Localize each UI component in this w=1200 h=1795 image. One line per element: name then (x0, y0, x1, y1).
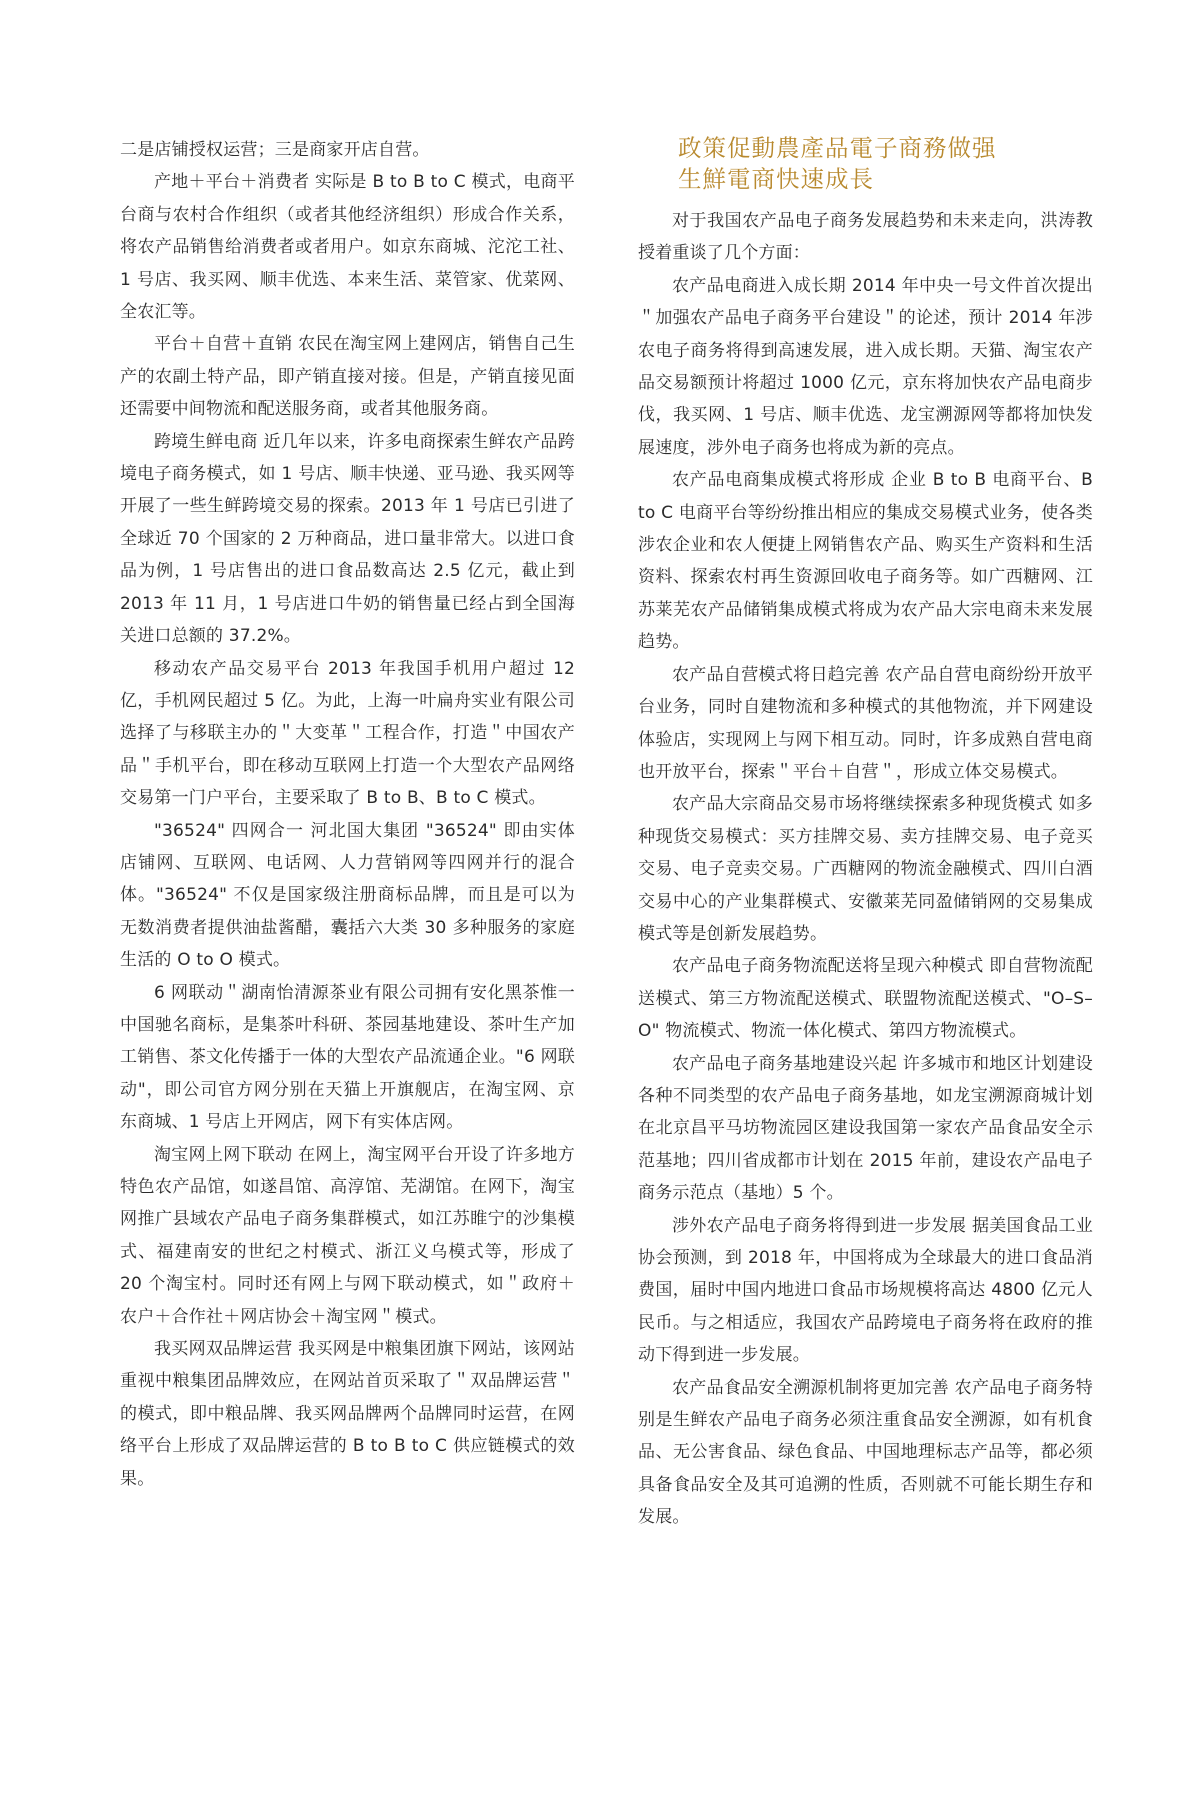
paragraph: 农产品电子商务物流配送将呈现六种模式 即自营物流配送模式、第三方物流配送模式、联盟物流配送模式、"O–S–O" 物流模式、物流一体化模式、第四方物流模式。 (638, 956, 1093, 1042)
paragraph: 我买网双品牌运营 我买网是中粮集团旗下网站，该网站重视中粮集团品牌效应，在网站首页采取了＂双品牌运营＂的模式，即中粮品牌、我买网品牌两个品牌同时运营，在网络平台上形成了双品牌运营的 B to B to C 供应链模式的效果。 (120, 1339, 575, 1489)
paragraph: "36524" 四网合一 河北国大集团 "36524" 即由实体店铺网、互联网、电话网、人力营销网等四网并行的混合体。"36524" 不仅是国家级注册商标品牌，而且是可以为无数消费者提供油盐酱醋，囊括六大类 30 多种服务的家庭生活的 O to O 模式。 (120, 820, 575, 971)
paragraph: 农产品电子商务基地建设兴起 许多城市和地区计划建设各种不同类型的农产品电子商务基地，如龙宝溯源商城计划在北京昌平马坊物流园区建设我国第一家农产品食品安全示范基地；四川省成都市计划在 2015 年前，建设农产品电子商务示范点（基地）5 个。 (638, 1053, 1093, 1204)
paragraph: 二是店铺授权运营；三是商家开店自营。 (120, 140, 430, 160)
right-column (638, 133, 1093, 1534)
paragraph: 产地＋平台＋消费者 实际是 B to B to C 模式，电商平台商与农村合作组织（或者其他经济组织）形成合作关系，将农产品销售给消费者或者用户。如京东商城、沱沱工社、1 号店、我买网、顺丰优选、本来生活、菜管家、优菜网、全农汇等。 (120, 172, 575, 323)
paragraph: 6 网联动＂湖南怡清源茶业有限公司拥有安化黑茶惟一中国驰名商标，是集茶叶科研、茶园基地建设、茶叶生产加工销售、茶文化传播于一体的大型农产品流通企业。"6 网联动"，即公司官方网分别在天猫上开旗舰店，在淘宝网、京东商城、1 号店上开网店，网下有实体店网。 (120, 982, 575, 1133)
paragraph: 农产品食品安全溯源机制将更加完善 农产品电子商务特别是生鲜农产品电子商务必须注重食品安全溯源，如有机食品、无公害食品、绿色食品、中国地理标志产品等，都必须具备食品安全及其可追溯的性质，否则就不可能长期生存和发展。 (638, 1377, 1093, 1528)
section-heading (678, 133, 1093, 195)
section-heading-line-1: 政策促動農產品電子商務做强 (678, 134, 997, 162)
paragraph: 涉外农产品电子商务将得到进一步发展 据美国食品工业协会预测，到 2018 年，中国将成为全球最大的进口食品消费国，届时中国内地进口食品市场规模将高达 4800 亿元人民币。与之相适应，我国农产品跨境电子商务将在政府的推动下得到进一步发展。 (638, 1215, 1093, 1366)
paragraph: 农产品电商进入成长期 2014 年中央一号文件首次提出＂加强农产品电子商务平台建设＂的论述，预计 2014 年涉农电子商务将得到高速发展，进入成长期。天猫、淘宝农产品交易额预计将超过 1000 亿元，京东将加快农产品电商步伐，我买网、1 号店、顺丰优选、龙宝溯源网等都将加快发展速度，涉外电子商务也将成为新的亮点。 (638, 275, 1093, 458)
section-heading-line-2: 生鮮電商快速成長 (678, 165, 874, 193)
paragraph: 农产品自营模式将日趋完善 农产品自营电商纷纷开放平台业务，同时自建物流和多种模式的其他物流，并下网建设体验店，实现网上与网下相互动。同时，许多成熟自营电商也开放平台，探索＂平台＋自营＂，形成立体交易模式。 (638, 664, 1093, 782)
paragraph: 农产品电商集成模式将形成 企业 B to B 电商平台、B to C 电商平台等纷纷推出相应的集成交易模式业务，使各类涉农企业和农人便捷上网销售农产品、购买生产资料和生活资料、探索农村再生资源回收电子商务等。如广西糖网、江苏莱芜农产品储销集成模式将成为农产品大宗电商未来发展趋势。 (638, 470, 1093, 653)
left-column (120, 134, 575, 1495)
paragraph: 农产品大宗商品交易市场将继续探索多种现货模式 如多种现货交易模式：买方挂牌交易、卖方挂牌交易、电子竞买交易、电子竞卖交易。广西糖网的物流金融模式、四川白酒交易中心的产业集群模式、安徽莱芜同盈储销网的交易集成模式等是创新发展趋势。 (638, 794, 1093, 944)
paragraph: 淘宝网上网下联动 在网上，淘宝网平台开设了许多地方特色农产品馆，如遂昌馆、高淳馆、芜湖馆。在网下，淘宝网推广县域农产品电子商务集群模式，如江苏睢宁的沙集模式、福建南安的世纪之村模式、浙江义乌模式等，形成了 20 个淘宝村。同时还有网上与网下联动模式，如＂政府＋农户＋合作社＋网店协会＋淘宝网＂模式。 (120, 1144, 575, 1327)
paragraph: 移动农产品交易平台 2013 年我国手机用户超过 12 亿，手机网民超过 5 亿。为此，上海一叶扁舟实业有限公司选择了与移联主办的＂大变革＂工程合作，打造＂中国农产品＂手机平台，即在移动互联网上打造一个大型农产品网络交易第一门户平台，主要采取了 B to B、B to C 模式。 (120, 658, 575, 809)
paragraph: 跨境生鲜电商 近几年以来，许多电商探索生鲜农产品跨境电子商务模式，如 1 号店、顺丰快递、亚马逊、我买网等开展了一些生鲜跨境交易的探索。2013 年 1 号店已引进了全球近 70 个国家的 2 万种商品，进口量非常大。以进口食品为例，1 号店售出的进口食品数高达 2.5 亿元，截止到 2013 年 11 月，1 号店进口牛奶的销售量已经占到全国海关进口总额的 37.2%。 (120, 431, 575, 647)
paragraph: 平台＋自营＋直销 农民在淘宝网上建网店，销售自己生产的农副土特产品，即产销直接对接。但是，产销直接见面还需要中间物流和配送服务商，或者其他服务商。 (120, 334, 575, 420)
paragraph: 对于我国农产品电子商务发展趋势和未来走向，洪涛教授着重谈了几个方面： (638, 211, 1093, 264)
